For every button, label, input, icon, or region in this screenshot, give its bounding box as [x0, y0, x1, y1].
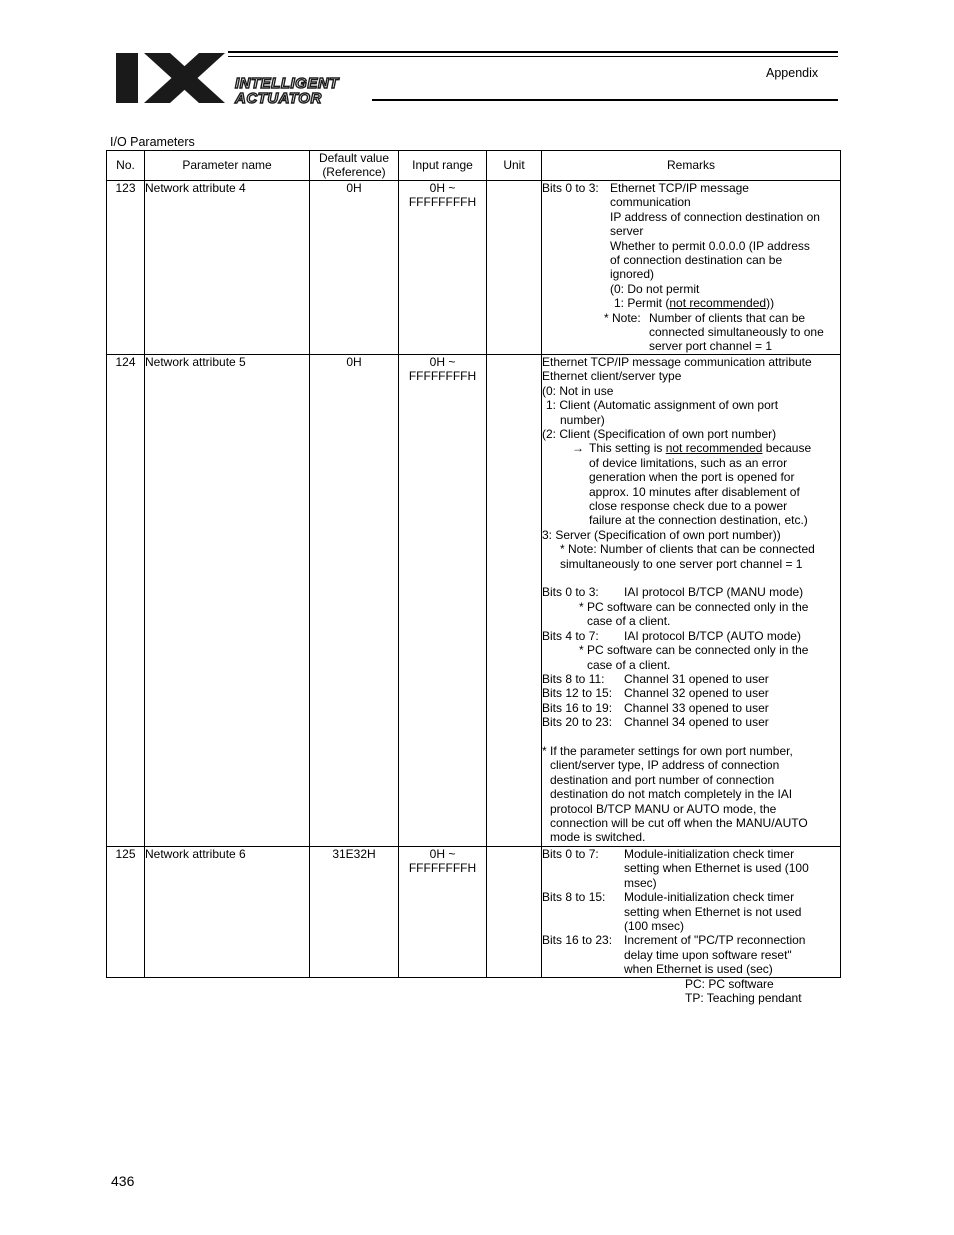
remark-line: communication	[610, 195, 691, 210]
bit-label: Bits 4 to 7:	[542, 628, 599, 643]
remark-arrow-block	[542, 441, 840, 527]
remark-bit-row	[542, 715, 840, 729]
remark-line: generation when the port is opened for	[589, 470, 795, 485]
spacer	[542, 571, 840, 585]
remark-line: connected simultaneously to one	[649, 325, 824, 340]
bit-text	[624, 933, 840, 976]
param-no: 123	[107, 181, 145, 355]
remark-line: 3: Server (Specification of own port number))	[542, 527, 781, 542]
remark-note-block	[542, 311, 840, 354]
remark-arrow-first	[589, 441, 840, 455]
remark-line: Module-initialization check timer	[624, 847, 795, 861]
remark-line: number)	[560, 412, 605, 427]
param-default: 0H	[310, 181, 399, 355]
remark-bit-row	[542, 629, 840, 643]
param-range-line2: FFFFFFFFH	[408, 195, 477, 210]
bit-label: Bits 20 to 23:	[542, 715, 613, 730]
remark-line: client/server type, IP address of connection	[550, 758, 780, 773]
col-header-range: Input range	[399, 151, 487, 181]
remark-bits-label: Bits 0 to 3:	[542, 181, 599, 195]
remark-line: Module-initialization check timer	[624, 890, 795, 905]
remark-bit-row	[542, 847, 840, 890]
remark-note-label: * Note:	[604, 310, 641, 325]
permit-underlined: not recommended	[669, 296, 767, 311]
arrow-suffix: because	[762, 441, 812, 456]
remark-line: simultaneously to one server port channel = 1	[560, 556, 803, 571]
remark-bit-row	[542, 585, 840, 599]
remark-line: IP address of connection destination on	[610, 209, 820, 224]
bit-text: Channel 34 opened to user	[624, 715, 769, 730]
remark-bits-text	[610, 181, 840, 311]
remark-line: of connection destination can be	[610, 253, 783, 268]
remark-line: * Note: Number of clients that can be connected	[560, 542, 815, 557]
bit-label: Bits 8 to 15:	[542, 890, 606, 905]
remark-line: delay time upon software reset"	[624, 947, 792, 962]
table-row	[107, 847, 841, 978]
header-rule-top	[228, 51, 838, 53]
section-label: Appendix	[766, 66, 819, 80]
page-number: 436	[111, 1173, 135, 1189]
remark-bit-row	[542, 672, 840, 686]
remark-line: (100 msec)	[624, 919, 685, 934]
remark-line: protocol B/TCP MANU or AUTO mode, the	[550, 801, 777, 816]
param-default: 0H	[310, 355, 399, 847]
remark-line: destination and port number of connection	[550, 772, 775, 787]
bit-text: IAI protocol B/TCP (AUTO mode)	[624, 628, 801, 643]
remark-line: connection will be cut off when the MANU/AUTO	[550, 815, 808, 830]
abbreviation-footnote	[685, 977, 802, 1005]
permit-suffix: ))	[766, 296, 775, 311]
table-header-row	[107, 151, 841, 181]
remark-line: * If the parameter settings for own port number,	[542, 743, 793, 758]
remark-bit-row	[542, 890, 840, 933]
remark-line: Ethernet TCP/IP message	[610, 181, 749, 195]
intelligent-actuator-logo	[114, 50, 414, 106]
bit-text: IAI protocol B/TCP (MANU mode)	[624, 585, 804, 600]
remark-line: server port channel = 1	[649, 339, 773, 354]
param-default: 31E32H	[310, 847, 399, 978]
remark-line: Increment of "PC/TP reconnection	[624, 933, 806, 948]
logo-text-actuator: ACTUATOR	[235, 90, 322, 106]
bit-text	[624, 847, 840, 890]
arrow-prefix: This setting is	[589, 441, 666, 456]
param-name: Network attribute 5	[145, 355, 310, 847]
param-range	[399, 355, 487, 847]
param-name: Network attribute 4	[145, 181, 310, 355]
remark-line: setting when Ethernet is used (100	[624, 861, 809, 876]
header-rule-bottom	[372, 99, 838, 101]
param-range	[399, 847, 487, 978]
param-no: 125	[107, 847, 145, 978]
remark-permit-line	[610, 296, 840, 310]
remark-line: when Ethernet is used (sec)	[624, 962, 773, 977]
bit-text	[624, 890, 840, 933]
logo-letters	[116, 54, 117, 55]
remark-line: (2: Client (Specification of own port number)	[542, 427, 777, 442]
col-header-no: No.	[107, 151, 145, 181]
header-rule-thin	[228, 56, 838, 57]
remark-line: case of a client.	[587, 657, 671, 672]
col-header-default-line1: Default value	[318, 151, 390, 165]
param-range	[399, 181, 487, 355]
table-row	[107, 355, 841, 847]
remark-line: approx. 10 minutes after disablement of	[589, 484, 800, 499]
remark-note-text	[649, 311, 840, 354]
bit-label: Bits 16 to 19:	[542, 700, 613, 715]
param-no: 124	[107, 355, 145, 847]
remark-line: msec)	[624, 875, 657, 890]
remark-line: ignored)	[610, 267, 655, 282]
remark-line: Whether to permit 0.0.0.0 (IP address	[610, 238, 810, 253]
bit-label: Bits 8 to 11:	[542, 671, 605, 686]
remark-line: (0: Not in use	[542, 383, 614, 398]
param-range-line1: 0H ~	[429, 181, 456, 195]
bit-text: Channel 33 opened to user	[624, 700, 769, 715]
param-range-line1: 0H ~	[429, 355, 456, 369]
param-unit	[487, 355, 542, 847]
remark-line: server	[610, 224, 644, 239]
remark-bits-block	[542, 181, 840, 311]
param-unit	[487, 181, 542, 355]
bit-text: Channel 31 opened to user	[624, 671, 769, 686]
bit-label: Bits 16 to 23:	[542, 933, 613, 948]
param-remarks	[542, 181, 841, 355]
remark-line: Ethernet TCP/IP message communication attribute	[542, 355, 812, 369]
col-header-remarks: Remarks	[542, 151, 841, 181]
remark-line: (0: Do not permit	[610, 281, 700, 296]
remark-line: 1: Client (Automatic assignment of own port	[546, 398, 779, 413]
remark-line: Ethernet client/server type	[542, 369, 682, 384]
table-row	[107, 181, 841, 355]
remark-bit-row	[542, 686, 840, 700]
bit-label: Bits 0 to 3:	[542, 585, 599, 600]
param-remarks	[542, 355, 841, 847]
remark-arrow-text	[589, 441, 840, 527]
remark-bit-row	[542, 701, 840, 715]
remark-line: destination do not match completely in the IAI	[550, 787, 793, 802]
footnote-tp: TP: Teaching pendant	[685, 991, 802, 1006]
remark-line: case of a client.	[587, 614, 671, 629]
param-unit	[487, 847, 542, 978]
logo-text-intelligent: INTELLIGENT	[235, 75, 339, 92]
remark-line: * PC software can be connected only in the	[579, 643, 809, 658]
remark-bit-row	[542, 933, 840, 976]
remark-line: close response check due to a power	[589, 499, 788, 514]
param-range-line1: 0H ~	[429, 847, 456, 861]
io-parameters-table	[106, 150, 841, 978]
bit-label: Bits 12 to 15:	[542, 686, 613, 701]
bit-text: Channel 32 opened to user	[624, 686, 769, 701]
param-range-line2: FFFFFFFFH	[408, 369, 477, 384]
remark-line: mode is switched.	[550, 830, 646, 845]
col-header-name: Parameter name	[145, 151, 310, 181]
param-range-line2: FFFFFFFFH	[408, 861, 477, 876]
col-header-unit: Unit	[487, 151, 542, 181]
permit-prefix: 1: Permit (	[614, 296, 670, 311]
remark-line: of device limitations, such as an error	[589, 455, 788, 470]
col-header-default-line2: (Reference)	[322, 164, 386, 179]
col-header-default	[310, 151, 399, 181]
remark-line: Number of clients that can be	[649, 310, 806, 325]
arrow-underlined: not recommended	[665, 441, 763, 456]
param-name: Network attribute 6	[145, 847, 310, 978]
spacer	[542, 730, 840, 744]
remark-line: * PC software can be connected only in the	[579, 599, 809, 614]
bit-label: Bits 0 to 7:	[542, 847, 599, 861]
arrow-icon: →	[572, 441, 584, 456]
param-remarks	[542, 847, 841, 978]
section-title: I/O Parameters	[110, 135, 195, 149]
remark-line: setting when Ethernet is not used	[624, 904, 802, 919]
remark-line: failure at the connection destination, etc.)	[589, 513, 808, 528]
footnote-pc: PC: PC software	[685, 977, 774, 991]
